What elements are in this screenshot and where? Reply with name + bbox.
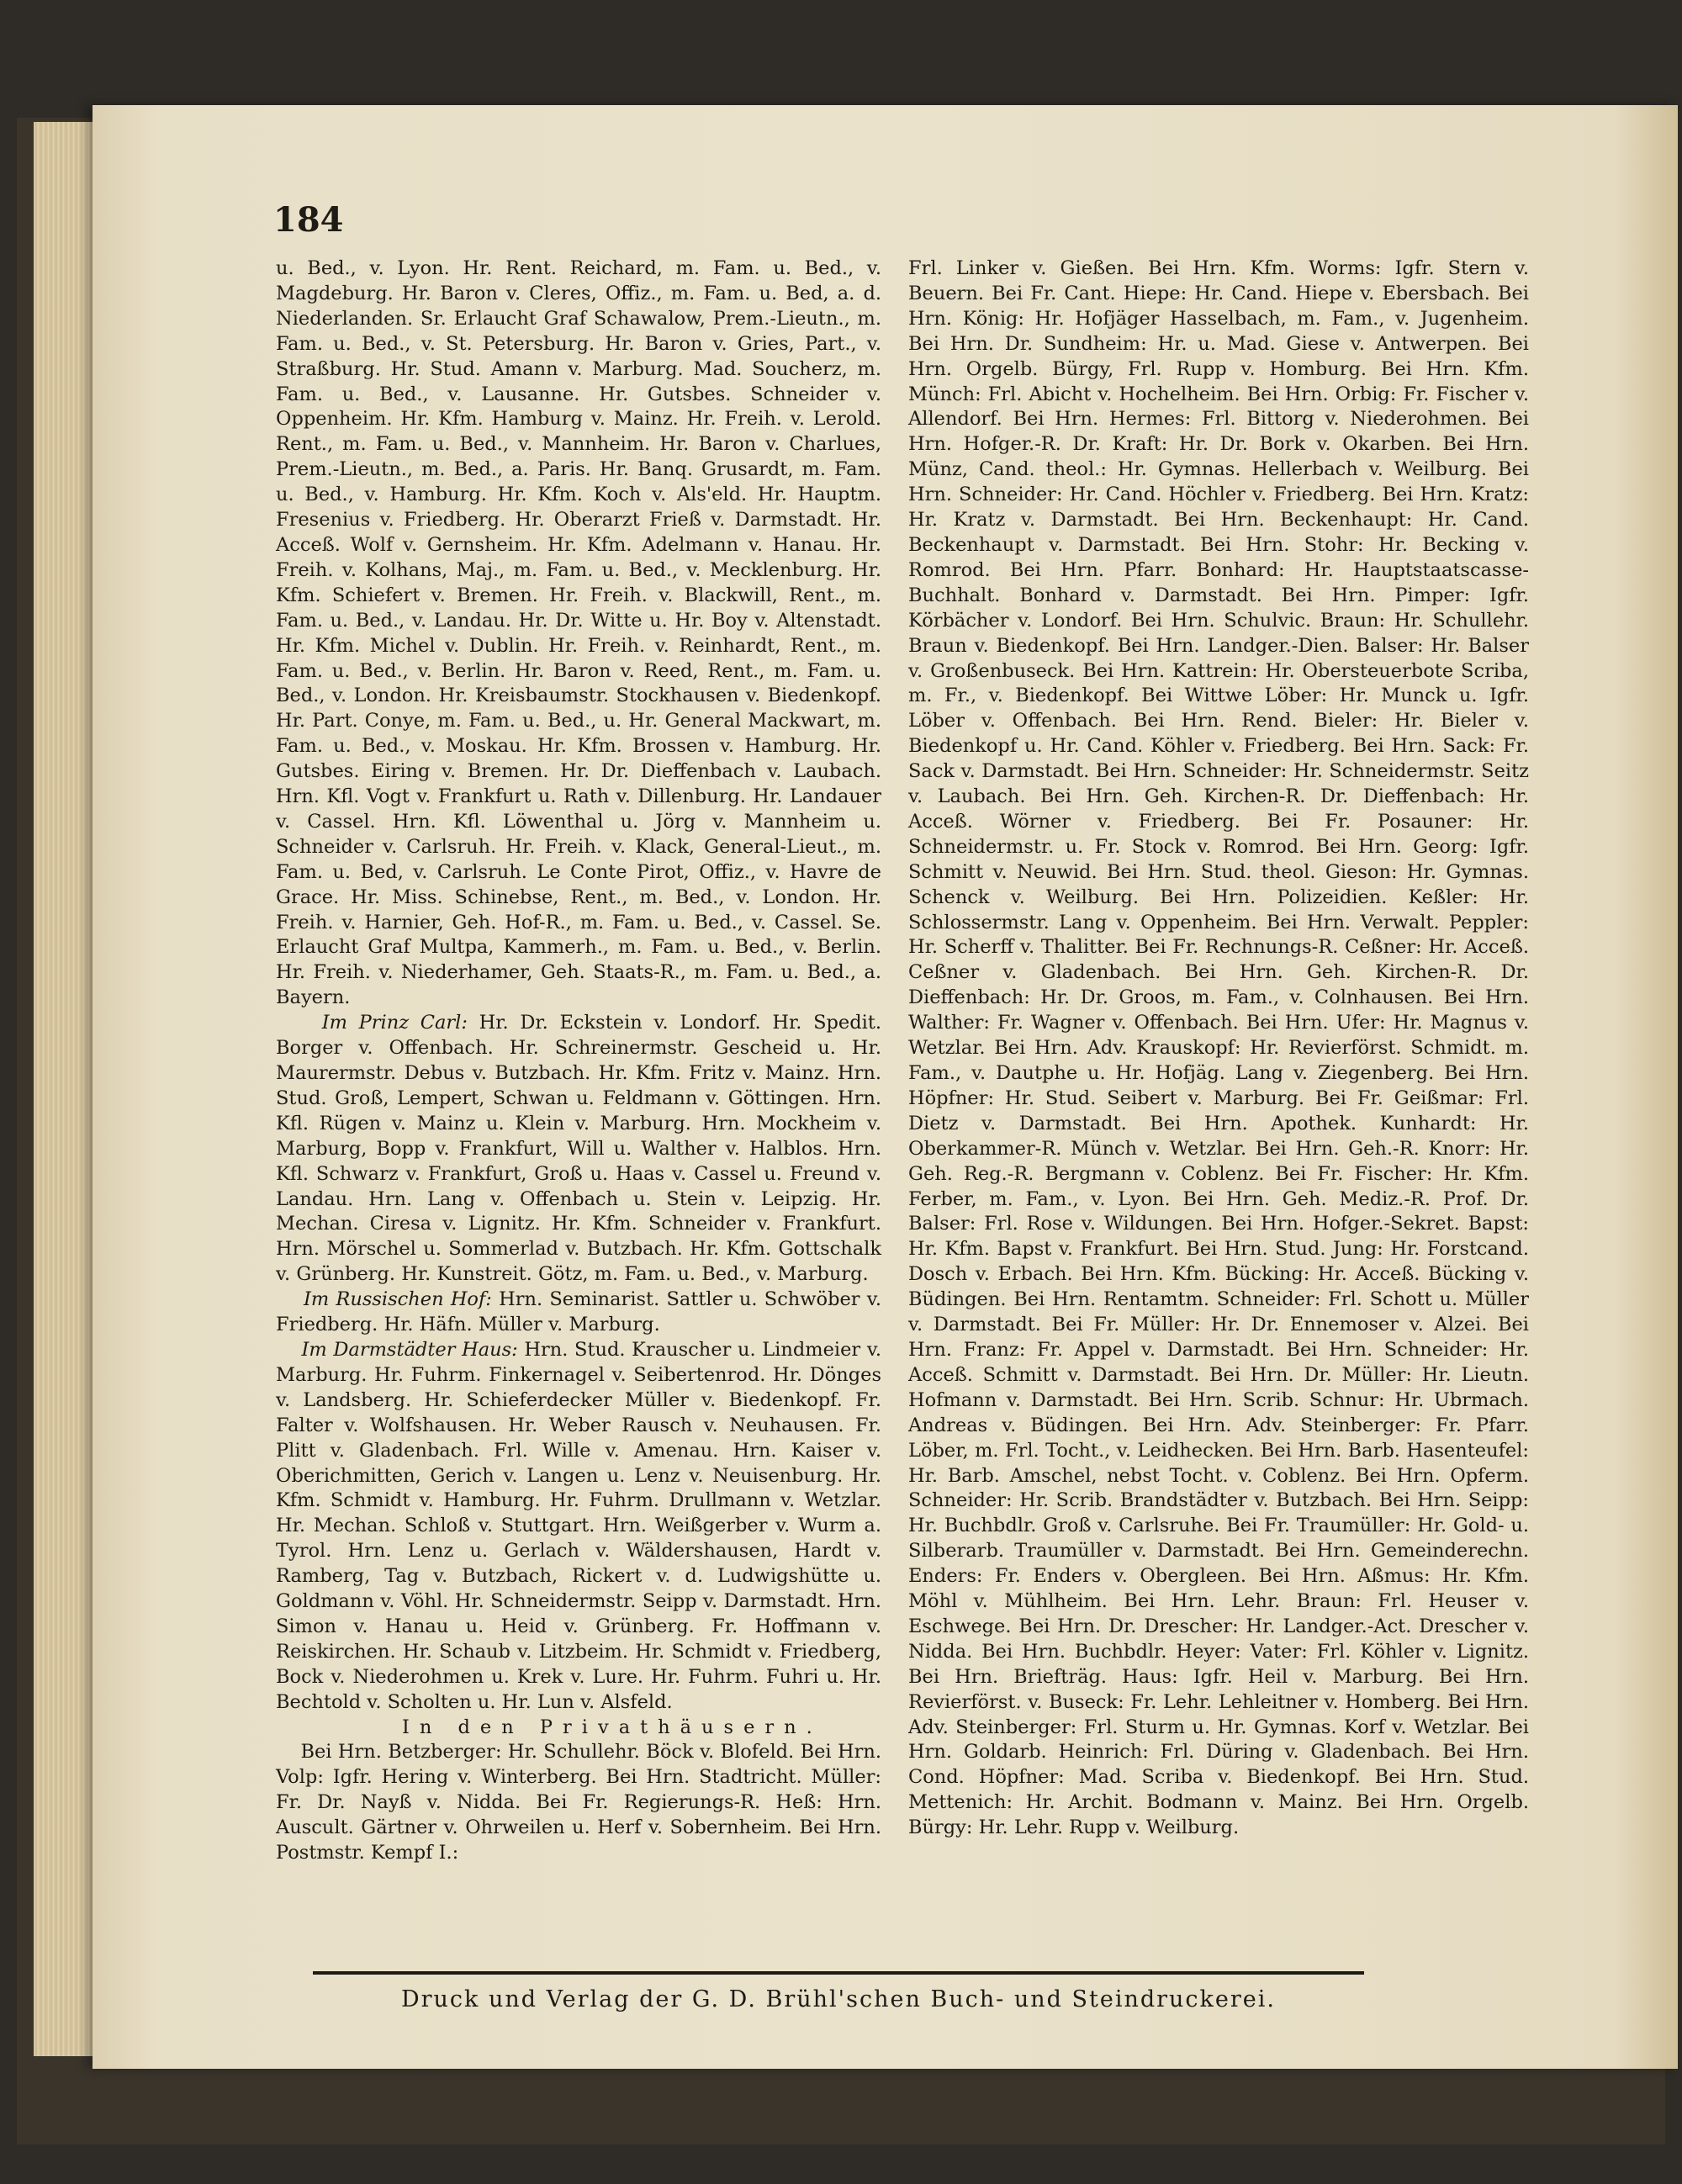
guest-list-paragraph: u. Bed., v. Lyon. Hr. Rent. Reichard, m. Fam. u. Bed., v. Magdeburg. Hr. Baron v. Cleres, Offiz., m. Fam. u. Bed, a. d. Niederlanden. Sr. Erlaucht Graf Schawalow, Prem.-Lieutn., m. Fam. u. Bed., v. St. Petersburg. Hr. Baron v. Gries, Part., v. Straßburg. Hr. Stud. Amann v. Marburg. Mad. Soucherz, m. Fam. u. Bed., v. Lausanne. Hr. Gutsbes. Schneider v. Oppenheim. Hr. Kfm. Hamburg v. Mainz. Hr. Freih. v. Lerold. Rent., m. Fam. u. Bed., v. Mannheim. Hr. Baron v. Charlues, Prem.-Lieutn., m. Bed., a. Paris. Hr. Banq. Grusardt, m. Fam. u. Bed., v. Hamburg. Hr. Kfm. Koch v. Als'eld. Hr. Hauptm. Fresenius v. Friedberg. Hr. Oberarzt Frieß v. Darmstadt. Hr. Acceß. Wolf v. Gernsheim. Hr. Kfm. Adelmann v. Hanau. Hr. Freih. v. Kolhans, Maj., m. Fam. u. Bed., v. Mecklenburg. Hr. Kfm. Schiefert v. Bremen. Hr. Freih. v. Blackwill, Rent., m. Fam. u. Bed., v. Landau. Hr. Dr. Witte u. Hr. Boy v. Altenstadt. Hr. Kfm. Michel v. Dublin. Hr. Freih. v. Reinhardt, Rent., m. Fam. u. Bed., v. Berlin. Hr. Baron v. Reed, Rent., m. Fam. u. Bed., v. London. Hr. Kreisbaumstr. Stockhausen v. Biedenkopf. Hr. Part. Conye, m. Fam. u. Bed., u. Hr. General Mackwart, m. Fam. u. Bed., v. Moskau. Hr. Kfm. Brossen v. Hamburg. Hr. Gutsbes. Eiring v. Bremen. Hr. Dr. Dieffenbach v. Laubach. Hrn. Kfl. Vogt v. Frankfurt u. Rath v. Dillenburg. Hr. Landauer v. Cassel. Hrn. Kfl. Löwenthal u. Jörg v. Mannheim u. Schneider v. Carlsruh. Hr. Freih. v. Klack, General-Lieut., m. Fam. u. Bed, v. Carlsruh. Le Conte Pirot, Offiz., v. Havre de Grace. Hr. Miss. Schinebse, Rent., m. Bed., v. London. Hr. Freih. v. Harnier, Geh. Hof-R., m. Fam. u. Bed., v. Cassel. Se. Erlaucht Graf Multpa, Kammerh., m. Fam. u. Bed., v. Berlin. Hr. Freih. v. Niederhamer, Geh. Staats-R., m. Fam. u. Bed., a. Bayern. [276, 257, 881, 1009]
section-heading-private-houses: In den Privathäusern. [402, 1716, 822, 1738]
section-heading: Im Darmstädter Haus: [301, 1338, 518, 1361]
footer-rule [313, 1971, 1364, 1975]
guest-list-text: Hrn. Stud. Krauscher u. Lindmeier v. Marburg. Hr. Fuhrm. Finkernagel v. Seibertenrod. Hr. Dönges v. Landsberg. Hr. Schieferdecker Müller v. Biedenkopf. Fr. Falter v. Wolfshausen. Hr. Weber Rausch v. Neuhausen. Fr. Plitt v. Gladenbach. Frl. Wille v. Amenau. Hrn. Kaiser v. Oberichmitten, Gerich v. Langen u. Lenz v. Neuisenburg. Hr. Kfm. Schmidt v. Hamburg. Hr. Fuhrm. Drullmann v. Wetzlar. Hr. Mechan. Schloß v. Stuttgart. Hrn. Weißgerber v. Wurm a. Tyrol. Hrn. Lenz u. Gerlach v. Wäldershausen, Hardt v. Ramberg, Tag v. Butzbach, Rickert v. d. Ludwigshütte u. Goldmann v. Vöhl. Hr. Schneidermstr. Seipp v. Darmstadt. Hrn. Simon v. Hanau u. Heid v. Grünberg. Fr. Hoffmann v. Reiskirchen. Hr. Schaub v. Litzbeim. Hr. Schmidt v. Friedberg, Bock v. Niederohmen u. Krek v. Lure. Hr. Fuhrm. Fuhri u. Hr. Bechtold v. Scholten u. Hr. Lun v. Alsfeld. [276, 1338, 882, 1713]
right-column [908, 256, 1529, 1841]
page-number: 184 [273, 200, 344, 240]
hotel-section-darmstaedter-haus [276, 1338, 881, 1716]
footer-imprint: Druck und Verlag der G. D. Brühl'schen Buch- und Steindruckerei. [400, 1986, 1276, 2012]
private-houses-text [276, 1740, 881, 1866]
section-heading: Im Russischen Hof: [303, 1288, 492, 1311]
left-column [276, 256, 881, 1866]
guest-list-paragraph: Frl. Linker v. Gießen. Bei Hrn. Kfm. Worms: Igfr. Stern v. Beuern. Bei Fr. Cant. Hiepe: Hr. Cand. Hiepe v. Ebersbach. Bei Hrn. König: Hr. Hofjäger Hasselbach, m. Fam., v. Jugenheim. Bei Hrn. Dr. Sundheim: Hr. u. Mad. Giese v. Antwerpen. Bei Hrn. Orgelb. Bürgy, Frl. Rupp v. Homburg. Bei Hrn. Kfm. Münch: Frl. Abicht v. Hochelheim. Bei Hrn. Orbig: Fr. Fischer v. Allendorf. Bei Hrn. Hermes: Frl. Bittorg v. Niederohmen. Bei Hrn. Hofger.-R. Dr. Kraft: Hr. Dr. Bork v. Okarben. Bei Hrn. Münz, Cand. theol.: Hr. Gymnas. Hellerbach v. Weilburg. Bei Hrn. Schneider: Hr. Cand. Höchler v. Friedberg. Bei Hrn. Kratz: Hr. Kratz v. Darmstadt. Bei Hrn. Beckenhaupt: Hr. Cand. Beckenhaupt v. Darmstadt. Bei Hrn. Stohr: Hr. Becking v. Romrod. Bei Hrn. Pfarr. Bonhard: Hr. Hauptstaatscasse-Buchhalt. Bonhard v. Darmstadt. Bei Hrn. Pimper: Igfr. Körbächer v. Londorf. Bei Hrn. Schulvic. Braun: Hr. Schullehr. Braun v. Biedenkopf. Bei Hrn. Landger.-Dien. Balser: Hr. Balser v. Großenbuseck. Bei Hrn. Kattrein: Hr. Obersteuerbote Scriba, m. Fr., v. Biedenkopf. Bei Wittwe Löber: Hr. Munck u. Igfr. Löber v. Offenbach. Bei Hrn. Rend. Bieler: Hr. Bieler v. Biedenkopf u. Hr. Cand. Köhler v. Friedberg. Bei Hrn. Sack: Fr. Sack v. Darmstadt. Bei Hrn. Schneider: Hr. Schneidermstr. Seitz v. Laubach. Bei Hrn. Geh. Kirchen-R. Dr. Dieffenbach: Hr. Acceß. Wörner v. Friedberg. Bei Fr. Posauner: Hr. Schneidermstr. u. Fr. Stock v. Romrod. Bei Hrn. Georg: Igfr. Schmitt v. Neuwid. Bei Hrn. Stud. theol. Gieson: Hr. Gymnas. Schenck v. Weilburg. Bei Hrn. Polizeidien. Keßler: Hr. Schlossermstr. Lang v. Oppenheim. Bei Hrn. Verwalt. Peppler: Hr. Scherff v. Thalitter. Bei Fr. Rechnungs-R. Ceßner: Hr. Acceß. Ceßner v. Gladenbach. Bei Hrn. Geh. Kirchen-R. Dr. Dieffenbach: Hr. Dr. Groos, m. Fam., v. Colnhausen. Bei Hrn. Walther: Fr. Wagner v. Offenbach. Bei Hrn. Ufer: Hr. Magnus v. Wetzlar. Bei Hrn. Adv. Krauskopf: Hr. Revierförst. Schmidt. m. Fam., v. Dautphe u. Hr. Hofjäg. Lang v. Ziegenberg. Bei Hrn. Höpfner: Hr. Stud. Seibert v. Marburg. Bei Fr. Geißmar: Frl. Dietz v. Darmstadt. Bei Hrn. Apothek. Kunhardt: Hr. Oberkammer-R. Münch v. Wetzlar. Bei Hrn. Geh.-R. Knorr: Hr. Geh. Reg.-R. Bergmann v. Coblenz. Bei Fr. Fischer: Hr. Kfm. Ferber, m. Fam., v. Lyon. Bei Hrn. Geh. Mediz.-R. Prof. Dr. Balser: Frl. Rose v. Wildungen. Bei Hrn. Hofger.-Sekret. Bapst: Hr. Kfm. Bapst v. Frankfurt. Bei Hrn. Stud. Jung: Hr. Forstcand. Dosch v. Erbach. Bei Hrn. Kfm. Bücking: Hr. Acceß. Bücking v. Büdingen. Bei Hrn. Rentamtm. Schneider: Frl. Schott u. Müller v. Darmstadt. Bei Fr. Müller: Hr. Dr. Ennemoser v. Alzei. Bei Hrn. Franz: Fr. Appel v. Darmstadt. Bei Hrn. Schneider: Hr. Acceß. Schmitt v. Darmstadt. Bei Hrn. Dr. Müller: Hr. Lieutn. Hofmann v. Darmstadt. Bei Hrn. Scrib. Schnur: Hr. Ubrmach. Andreas v. Büdingen. Bei Hrn. Adv. Steinberger: Fr. Pfarr. Löber, m. Frl. Tocht., v. Leidhecken. Bei Hrn. Barb. Hasenteufel: Hr. Barb. Amschel, nebst Tocht. v. Coblenz. Bei Hrn. Opferm. Schneider: Hr. Scrib. Brandstädter v. Butzbach. Bei Hrn. Seipp: Hr. Buchbdlr. Groß v. Carlsruhe. Bei Fr. Traumüller: Hr. Gold- u. Silberarb. Traumüller v. Darmstadt. Bei Hrn. Gemeinderechn. Enders: Fr. Enders v. Obergleen. Bei Hrn. Aßmus: Hr. Kfm. Möhl v. Mühlheim. Bei Hrn. Lehr. Braun: Frl. Heuser v. Eschwege. Bei Hrn. Dr. Drescher: Hr. Landger.-Act. Drescher v. Nidda. Bei Hrn. Buchbdlr. Heyer: Vater: Frl. Köhler v. Lignitz. Bei Hrn. Briefträg. Haus: Igfr. Heil v. Marburg. Bei Hrn. Revierförst. v. Buseck: Fr. Lehr. Lehleitner v. Homberg. Bei Hrn. Adv. Steinberger: Frl. Sturm u. Hr. Gymnas. Korf v. Wetzlar. Bei Hrn. Goldarb. Heinrich: Frl. Düring v. Gladenbach. Bei Hrn. Cond. Höpfner: Mad. Scriba v. Biedenkopf. Bei Hrn. Stud. Mettenich: Hr. Archit. Bodmann v. Mainz. Bei Hrn. Orgelb. Bürgy: Hr. Lehr. Rupp v. Weilburg. [908, 257, 1529, 1839]
guest-list-text: Bei Hrn. Betzberger: Hr. Schullehr. Böck v. Blofeld. Bei Hrn. Volp: Igfr. Hering v. Winterberg. Bei Hrn. Stadtricht. Müller: Fr. Dr. Nayß v. Nidda. Bei Fr. Regierungs-R. Heß: Hrn. Auscult. Gärtner v. Ohrweilen u. Herf v. Sobernheim. Bei Hrn. Postmstr. Kempf I.: [276, 1741, 881, 1864]
guest-list-text: Hrn. Seminarist. Sattler u. Schwöber v. Friedberg. Hr. Häfn. Müller v. Marburg. [276, 1288, 881, 1336]
guest-list-text: Hr. Dr. Eckstein v. Londorf. Hr. Spedit. Borger v. Offenbach. Hr. Schreinermstr. Gescheid u. Hr. Maurermstr. Debus v. Butzbach. Hr. Kfm. Fritz v. Mainz. Hrn. Stud. Groß, Lempert, Schwan u. Feldmann v. Göttingen. Hrn. Kfl. Rügen v. Mainz u. Klein v. Marburg. Hrn. Mockheim v. Marburg, Bopp v. Frankfurt, Will u. Walther v. Halblos. Hrn. Kfl. Schwarz v. Frankfurt, Groß u. Haas v. Cassel u. Freund v. Landau. Hrn. Lang v. Offenbach u. Stein v. Leipzig. Hr. Mechan. Ciresa v. Lignitz. Hr. Kfm. Schneider v. Frankfurt. Hrn. Mörschel u. Sommerlad v. Butzbach. Hr. Kfm. Gottschalk v. Grünberg. Hr. Kunstreit. Götz, m. Fam. u. Bed., v. Marburg. [276, 1012, 882, 1286]
section-heading: Im Prinz Carl: [321, 1012, 468, 1034]
hotel-section-russischer-hof [276, 1288, 881, 1338]
hotel-section-prinz-carl [276, 1011, 881, 1288]
